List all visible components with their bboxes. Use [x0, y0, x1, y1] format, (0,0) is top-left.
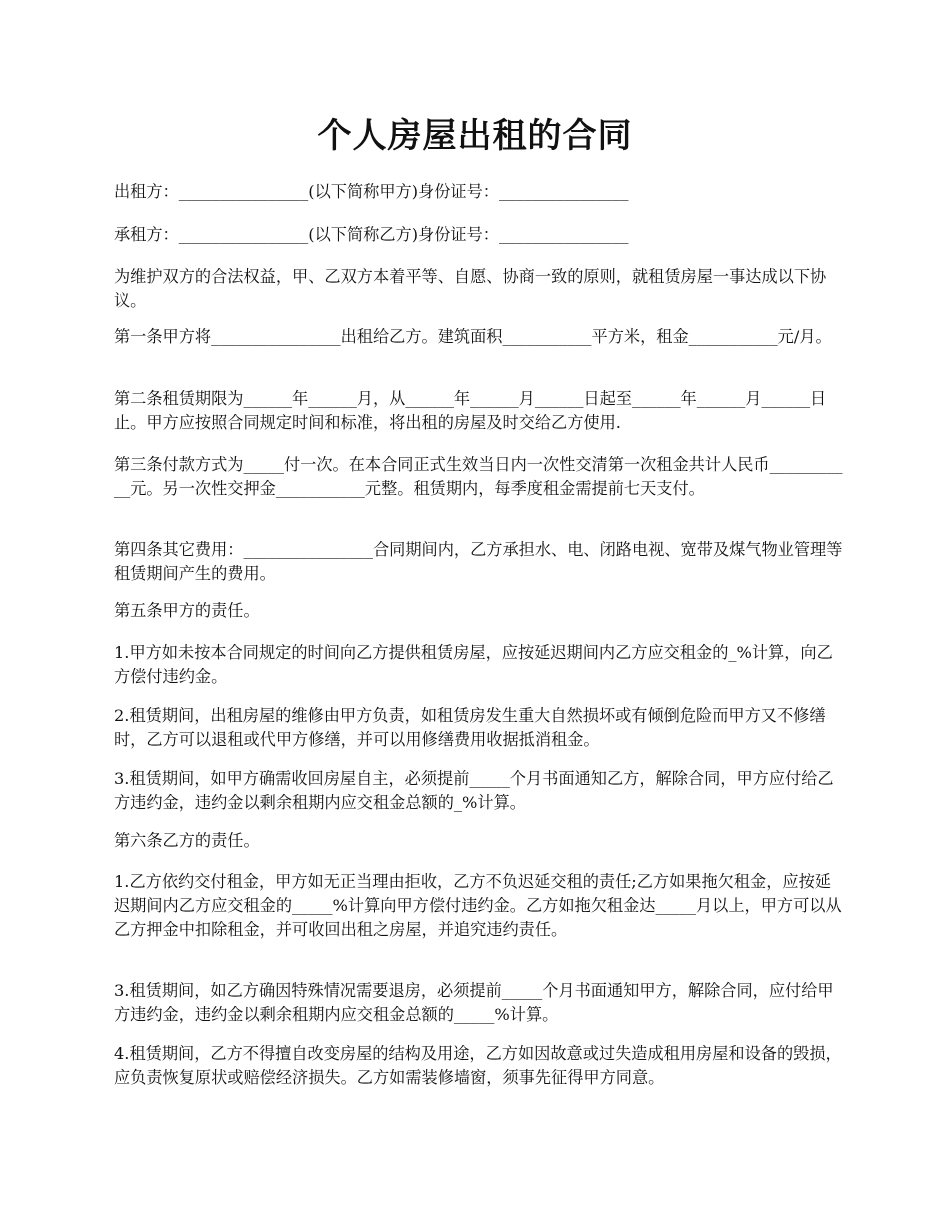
article-2: 第二条租赁期限为______年______月，从______年______月______日起至______年______月______日止。甲方应按照合同规定时间和标准，将出租的房屋及时交给乙方使用. [114, 389, 827, 432]
preamble-paragraph: 为维护双方的合法权益，甲、乙双方本着平等、自愿、协商一致的原则，就租赁房屋一事达成以下协议。 [114, 267, 827, 310]
article-6-clause-4: 4.租赁期间，乙方不得擅自改变房屋的结构及用途，乙方如因故意或过失造成租用房屋和设备的毁损，应负责恢复原状或赔偿经济损失。乙方如需装修墙窗，须事先征得甲方同意。 [114, 1044, 842, 1087]
article-5-clause-2: 2.租赁期间，出租房屋的维修由甲方负责，如租赁房发生重大自然损坏或有倾倒危险而甲方又不修缮时，乙方可以退租或代甲方修缮，并可以用修缮费用收据抵消租金。 [114, 706, 826, 749]
article-6-clause-3: 3.租赁期间，如乙方确因特殊情况需要退房，必须提前_____个月书面通知甲方，解除合同，应付给甲方违约金，违约金以剩余租期内应交租金总额的_____%计算。 [114, 981, 834, 1024]
article-4: 第四条其它费用：________________合同期间内，乙方承担水、电、闭路电视、宽带及煤气物业管理等租赁期间产生的费用。 [114, 540, 843, 583]
lessee-line: 承租方：________________(以下简称乙方)身份证号：________________ [114, 225, 629, 244]
article-3: 第三条付款方式为_____付一次。在本合同正式生效当日内一次性交清第一次租金共计人民币___________元。另一次性交押金___________元整。租赁期内，每季度租金需提前七天支付。 [114, 455, 843, 498]
article-6-clause-1: 1.乙方依约交付租金，甲方如无正当理由拒收，乙方不负迟延交租的责任;乙方如果拖欠租金，应按延迟期间内乙方应交租金的_____%计算向甲方偿付违约金。乙方如拖欠租金达_____月以上，甲方可以从乙方押金中扣除租金，并可收回出租之房屋，并追究违约责任。 [114, 872, 842, 939]
article-5-clause-3: 3.租赁期间，如甲方确需收回房屋自主，必须提前_____个月书面通知乙方，解除合同，甲方应付给乙方违约金，违约金以剩余租期内应交租金总额的_%计算。 [114, 769, 834, 812]
article-5-clause-1: 1.甲方如未按本合同规定的时间向乙方提供租赁房屋，应按延迟期间内乙方应交租金的_%计算，向乙方偿付违约金。 [114, 643, 833, 686]
article-5-heading: 第五条甲方的责任。 [114, 601, 260, 620]
document-title: 个人房屋出租的合同 [317, 116, 633, 156]
lessor-line: 出租方：________________(以下简称甲方)身份证号：________________ [114, 182, 629, 201]
article-1: 第一条甲方将________________出租给乙方。建筑面积___________平方米，租金___________元/月。 [114, 327, 832, 346]
article-6-heading: 第六条乙方的责任。 [114, 831, 260, 850]
